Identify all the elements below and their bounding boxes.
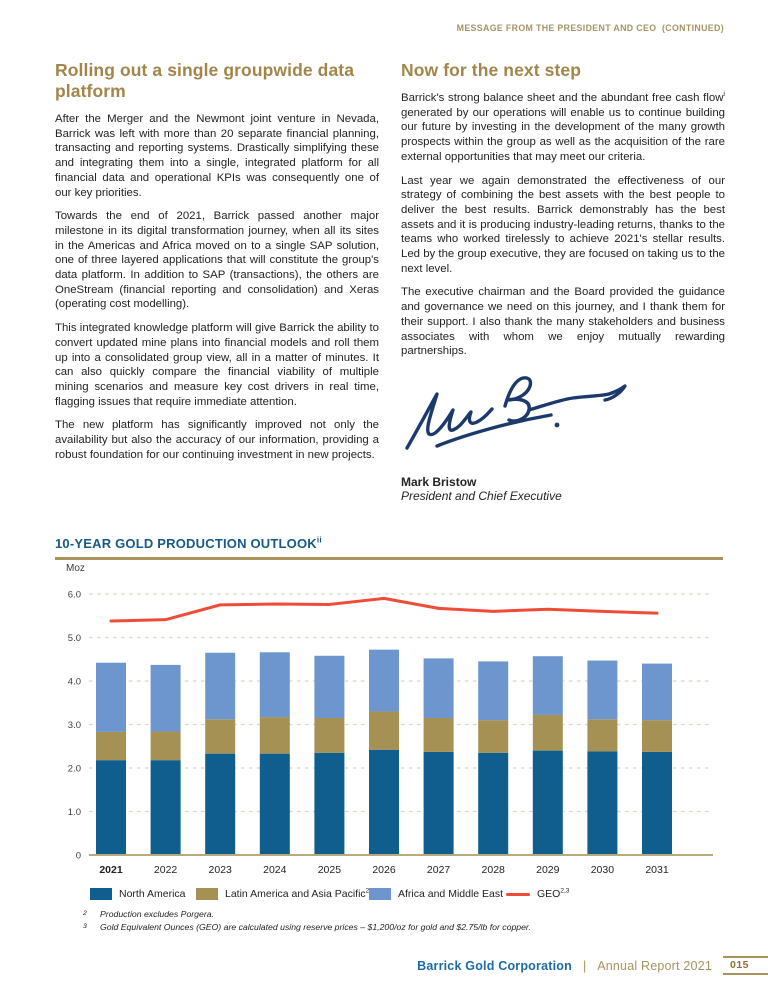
signatory-name: Mark Bristow [401,474,477,489]
bar-segment [96,760,126,855]
y-tick-label: 5.0 [67,633,81,644]
paragraph: This integrated knowledge platform will give Barrick the ability to convert updated mine plans into financial models and roll them up into a consolidated group view, all in a matter of minutes. It can also quickly compare the financial viability of multiple mining scenarios and measure key cost drivers in real time, flagging issues that require immediate attention. [55,322,379,408]
chart-title-footnote-marker: ii [316,535,322,545]
x-tick-label: 2023 [208,864,232,876]
bar-segment [642,720,672,752]
chart-footnotes [83,908,531,935]
bar-segment [424,718,454,752]
chart-legend [55,888,723,904]
bar-segment [260,717,290,754]
footer-report-title: Annual Report 2021 [597,958,712,973]
legend-item: GEO$^{2,3}$ [506,888,569,900]
y-tick-label: 4.0 [67,676,81,688]
bar-segment [205,653,235,720]
bar-segment [533,656,563,715]
bar-segment [587,751,617,855]
y-tick-label: 1.0 [67,807,81,818]
x-tick-label: 2025 [317,864,342,876]
signature-image [401,368,651,468]
bar-segment [478,661,508,720]
x-tick-label: 2029 [536,864,560,876]
paragraph: Towards the end of 2021, Barrick passed another major milestone in its digital transformation journey, when all its sites in the Americas and Africa moved on to a single SAP solution, one of three layered applications that will constitute the group's data platform. In addition to SAP (transactions), the others are OneStream (financial reporting and consolidation) and Xeras (operating cost modelling). [55,210,379,311]
bar-segment [478,720,508,753]
footnote: 3 Gold Equivalent Ounces (GEO) are calculated using reserve prices – $1,200/oz for gold and $2.75/lb for copper. [83,922,531,933]
bar-segment [369,650,399,712]
legend-item: Africa and Middle East [369,888,503,900]
bar-segment [369,750,399,855]
gold-production-chart [55,580,723,885]
paragraph-text: generated by our operations will enable us to continue building our future by investing in the development of the many growth prospects within the group as well as the acquisition of the rare external opportunities that may meet our criteria. [401,106,725,163]
bar-segment [151,760,181,855]
paragraph: Last year we again demonstrated the effectiveness of our strategy of combining the best assets with the best people to deliver the best results. Barrick demonstrably has the best assets and it is producing industry-leading returns, thanks to the teams who worked tirelessly to achieve 2021's stellar results. Led by the group executive, they are focused on taking us to the next level. [401,174,725,275]
bar-segment [424,658,454,718]
bar-segment [424,752,454,855]
footnote-marker: i [723,91,725,99]
signature-block [401,368,725,503]
left-section-heading: Rolling out a single groupwide data platform [55,60,355,101]
y-tick-label: 0 [75,850,81,862]
bar-segment [205,754,235,855]
right-column [401,60,725,503]
left-column [55,60,379,503]
x-tick-label: 2024 [263,864,287,876]
bar-segment [314,718,344,753]
x-tick-label: 2022 [153,864,178,876]
footer-separator: | [582,958,587,973]
legend-line-geo [506,893,530,896]
bar-segment [151,731,181,760]
bar-segment [642,664,672,721]
x-tick-label: 2021 [99,864,123,876]
gold-divider [55,557,723,560]
bar-segment [369,711,399,749]
x-tick-label: 2027 [426,864,451,876]
paragraph-with-footnote [401,91,725,165]
x-tick-label: 2028 [481,864,505,876]
bar-segment [587,719,617,751]
legend-item: North America [90,888,186,900]
bar-segment [478,753,508,855]
y-tick-label: 6.0 [67,589,81,601]
signatory-title: President and Chief Executive [401,488,562,503]
geo-line [111,598,657,621]
footnote: 2 Production excludes Porgera. [83,909,214,919]
paragraph: The new platform has significantly improved not only the availability but also the accuracy of our information, providing a robust foundation for our continuing investment in new projects. [55,419,379,461]
bar-segment [151,665,181,732]
bar-segment [587,661,617,720]
bar-segment [260,652,290,717]
two-column-body [55,60,725,503]
x-tick-label: 2026 [372,864,396,876]
x-tick-label: 2030 [590,864,615,876]
bar-segment [533,715,563,751]
page-footer [0,956,768,975]
bar-segment [205,719,235,753]
right-section-heading: Now for the next step [401,60,582,80]
paragraph: After the Merger and the Newmont joint venture in Nevada, Barrick was left with more than 20 separate financial planning, transacting and reporting systems. Drastically simplifying these and integrating them into a single, integrated platform for all financial data and operational KPIs was consequently one of our key priorities. [55,113,379,199]
y-tick-label: 2.0 [67,763,81,775]
bar-segment [260,754,290,855]
footer-company-name: Barrick Gold Corporation [417,958,572,973]
bar-segment [96,732,126,760]
bar-segment [314,753,344,855]
chart-unit-label: Moz [66,563,85,574]
paragraph-text: Barrick's strong balance sheet and the abundant free cash flow [401,92,724,104]
bar-segment [642,752,672,855]
running-header: MESSAGE FROM THE PRESIDENT AND CEO (CONTINUED) [456,23,724,33]
bar-segment [533,751,563,855]
legend-swatch-africa [369,888,391,900]
paragraph: The executive chairman and the Board provided the guidance and governance we need on this journey, and I thank them for their support. I also thank the many stakeholders and business associates with whom we enjoy mutually rewarding partnerships. [401,286,725,358]
page-number: 015 [723,956,768,975]
bar-segment [96,663,126,732]
bar-segment [314,656,344,718]
legend-swatch-latin-america [196,888,218,900]
chart-title: 10-YEAR GOLD PRODUCTION OUTLOOK$^{ii}$ [55,535,322,551]
legend-swatch-north-america [90,888,112,900]
x-tick-label: 2031 [645,864,669,876]
y-tick-label: 3.0 [67,720,81,731]
legend-item: Latin America and Asia Pacific$^2$ [196,888,369,900]
